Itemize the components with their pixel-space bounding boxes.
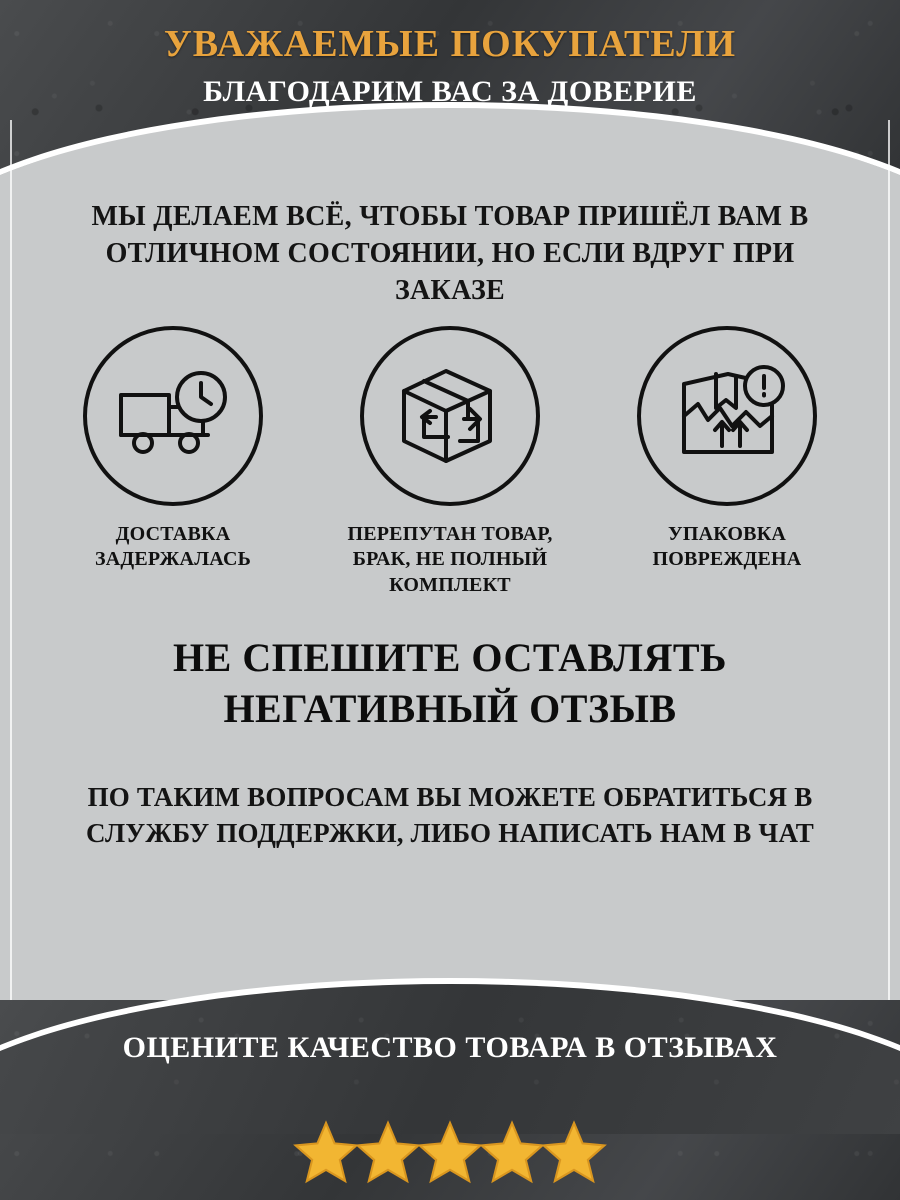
rating-stars[interactable] <box>0 1120 900 1184</box>
issue-item-delivery <box>48 326 298 598</box>
issue-item-damaged-package <box>602 326 852 598</box>
panel-edge-left <box>10 120 12 1030</box>
damaged-package-icon <box>637 326 817 506</box>
headline-text: НЕ СПЕШИТЕ ОСТАВЛЯТЬ НЕГАТИВНЫЙ ОТЗЫВ <box>173 635 727 732</box>
star-icon[interactable] <box>293 1120 359 1184</box>
star-icon[interactable] <box>479 1120 545 1184</box>
issue-item-wrong-goods <box>325 326 575 598</box>
issue-caption: ДОСТАВКА ЗАДЕРЖАЛАСЬ <box>94 523 252 571</box>
intro-text: МЫ ДЕЛАЕМ ВСЁ, ЧТОБЫ ТОВАР ПРИШЁЛ ВАМ В ОТЛИЧНОМ СОСТОЯНИИ, НО ЕСЛИ ВДРУГ ПРИ ЗАКАЗЕ <box>91 201 809 307</box>
issue-caption: ПЕРЕПУТАН ТОВАР, БРАК, НЕ ПОЛНЫЙ КОМПЛЕКТ <box>347 523 553 596</box>
issue-caption: УПАКОВКА ПОВРЕЖДЕНА <box>652 523 802 571</box>
support-text: ПО ТАКИМ ВОПРОСАМ ВЫ МОЖЕТЕ ОБРАТИТЬСЯ В СЛУЖБУ ПОДДЕРЖКИ, ЛИБО НАПИСАТЬ НАМ В ЧАТ <box>86 782 814 848</box>
footer-text: ОЦЕНИТЕ КАЧЕСТВО ТОВАРА В ОТЗЫВАХ <box>122 1031 778 1064</box>
star-icon[interactable] <box>355 1120 421 1184</box>
box-return-arrow-icon <box>360 326 540 506</box>
header-title-white: БЛАГОДАРИМ ВАС ЗА ДОВЕРИЕ <box>203 75 697 108</box>
issues-row <box>48 326 852 598</box>
panel-edge-right <box>888 120 890 1030</box>
star-icon[interactable] <box>541 1120 607 1184</box>
header-title-gold: УВАЖАЕМЫЕ ПОКУПАТЕЛИ <box>163 23 737 65</box>
star-icon[interactable] <box>417 1120 483 1184</box>
delivery-truck-clock-icon <box>83 326 263 506</box>
